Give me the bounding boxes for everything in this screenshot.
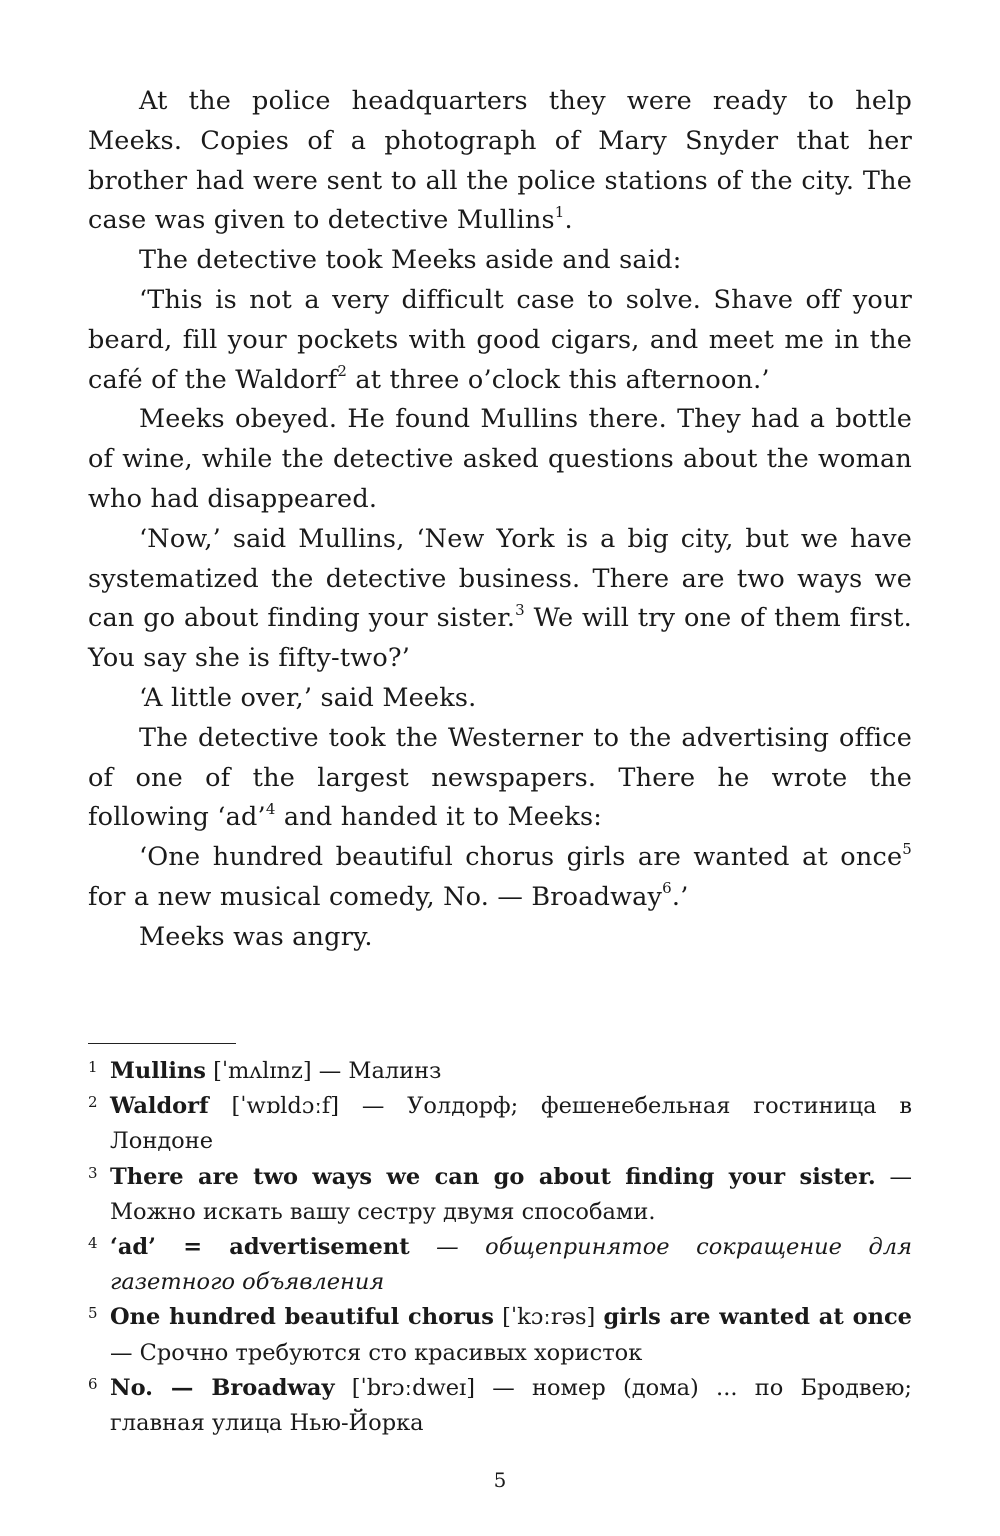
- footnote: 5 One hundred beautiful chorus [ˈkɔːrəs] girls are wanted at once — Срочно требуются сто красивых хористок: [88, 1300, 912, 1370]
- footnote-number: 5: [88, 1304, 98, 1323]
- page-number: 5: [493, 1468, 507, 1492]
- footnotes: [88, 1054, 912, 1441]
- footnote: 1 Mullins [ˈmʌlɪnz] — Малинз: [88, 1054, 912, 1089]
- paragraph: The detective took the Westerner to the advertising office of one of the largest newspapers. There he wrote the following ‘ad’$^4$ and handed it to Meeks:: [88, 722, 912, 833]
- footnote-number: 3: [88, 1163, 98, 1182]
- footnote: 2 Waldorf [ˈwɒldɔːf] — Уолдорф; фешенебельная гостиница в Лондоне: [88, 1089, 912, 1159]
- footnote: 3 There are two ways we can go about finding your sister. — Можно искать вашу сестру двумя способами.: [88, 1160, 912, 1230]
- paragraph: At the police headquarters they were ready to help Meeks. Copies of a photograph of Mary Snyder that her brother had were sent to all the police stations of the city. The case was given to detective Mullins$^1$.: [88, 86, 912, 236]
- paragraph: ‘This is not a very difficult case to solve. Shave off your beard, fill your pockets with good cigars, and meet me in the café of the Waldorf$^2$ at three o’clock this afternoon.’: [88, 284, 912, 395]
- paragraph: ‘Now,’ said Mullins, ‘New York is a big city, but we have systematized the detective business. There are two ways we can go about finding your sister.$^3$ We will try one of them first. You say she is fifty-two?’: [88, 523, 912, 674]
- paragraph: ‘A little over,’ said Meeks.: [139, 682, 477, 713]
- footnote-number: 1: [88, 1058, 98, 1076]
- footnote: 4 ‘ad’ = advertisement — общепринятое сокращение для газетного объявления: [88, 1230, 912, 1300]
- paragraph: Meeks was angry.: [139, 921, 373, 952]
- paragraph: ‘One hundred beautiful chorus girls are wanted at once$^5$ for a new musical comedy, No. — Broadway$^6$.’: [88, 839, 912, 912]
- footnote: 6 No. — Broadway [ˈbrɔːdweɪ] — номер (дома) ... по Бродвею; главная улица Нью-Йорка: [88, 1371, 912, 1441]
- footnote-number: 6: [88, 1374, 98, 1393]
- paragraph: Meeks obeyed. He found Mullins there. They had a bottle of wine, while the detective asked questions about the woman who had disappeared.: [88, 404, 912, 514]
- footnote-divider: [88, 1043, 236, 1044]
- paragraph: The detective took Meeks aside and said:: [139, 245, 682, 276]
- footnote-number: 4: [88, 1234, 98, 1253]
- main-text: [88, 82, 912, 958]
- footnote-number: 2: [88, 1093, 98, 1112]
